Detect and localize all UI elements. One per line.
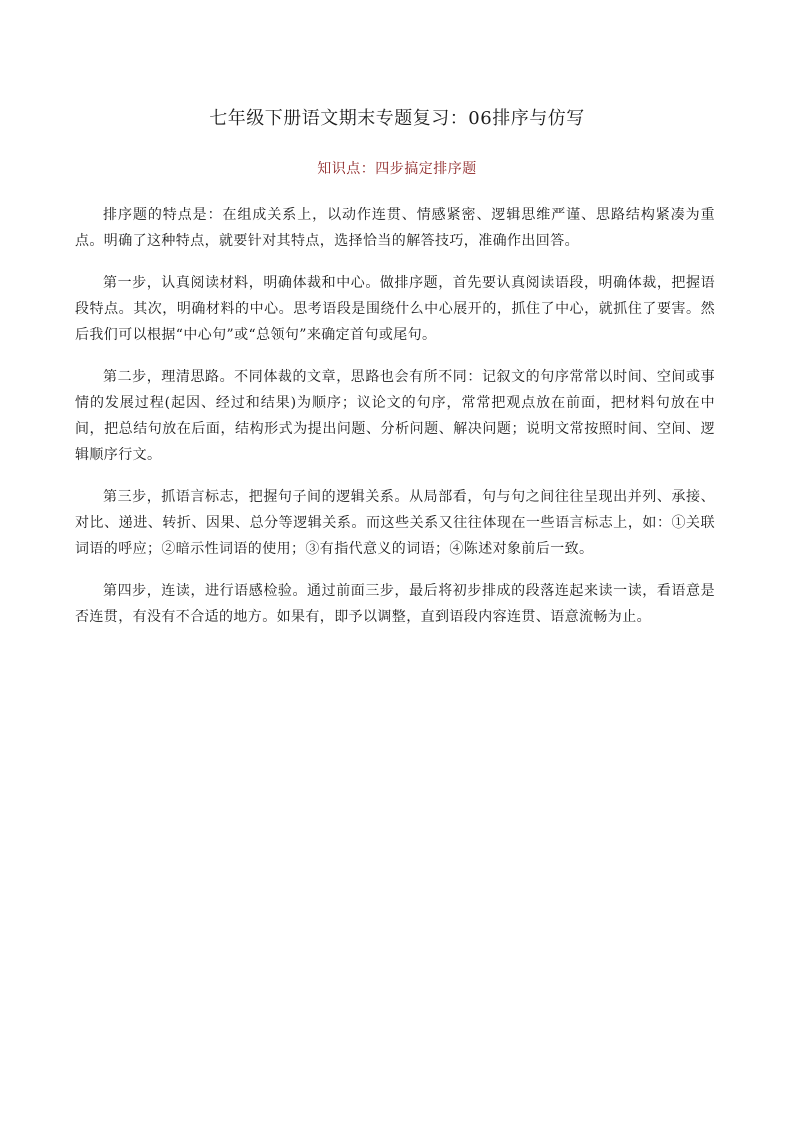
paragraph-step-two: 第二步，理清思路。不同体裁的文章，思路也会有所不同：记叙文的句序常常以时间、空间或事情的发展过程(起因、经过和结果)为顺序；议论文的句序，常常把观点放在前面，把材料句放在中间，把总结句放在后面，结构形式为提出问题、分析问题、解决问题；说明文常按照时间、空间、逻辑顺序行文。 [75,369,715,463]
paragraph-step-four: 第四步，连读，进行语感检验。通过前面三步，最后将初步排成的段落连起来读一读，看语意是否连贯，有没有不合适的地方。如果有，即予以调整，直到语段内容连贯、语意流畅为止。 [75,583,715,625]
section-subtitle: 知识点：四步搞定排序题 [317,161,477,177]
paragraph-step-three: 第三步，抓语言标志，把握句子间的逻辑关系。从局部看，句与句之间往往呈现出并列、承接、对比、递进、转折、因果、总分等逻辑关系。而这些关系又往往体现在一些语言标志上，如：①关联词语的呼应；②暗示性词语的使用；③有指代意义的词语；④陈述对象前后一致。 [75,489,715,557]
paragraph-intro: 排序题的特点是：在组成关系上，以动作连贯、情感紧密、逻辑思维严谨、思路结构紧凑为重点。明确了这种特点，就要针对其特点，选择恰当的解答技巧，准确作出回答。 [75,207,715,249]
document-title: 七年级下册语文期末专题复习：06排序与仿写 [209,108,585,129]
paragraph-step-one: 第一步，认真阅读材料，明确体裁和中心。做排序题，首先要认真阅读语段，明确体裁，把握语段特点。其次，明确材料的中心。思考语段是围绕什么中心展开的，抓住了中心，就抓住了要害。然后我们可以根据“中心句”或“总领句”来确定首句或尾句。 [75,275,715,343]
document-body [75,202,715,646]
